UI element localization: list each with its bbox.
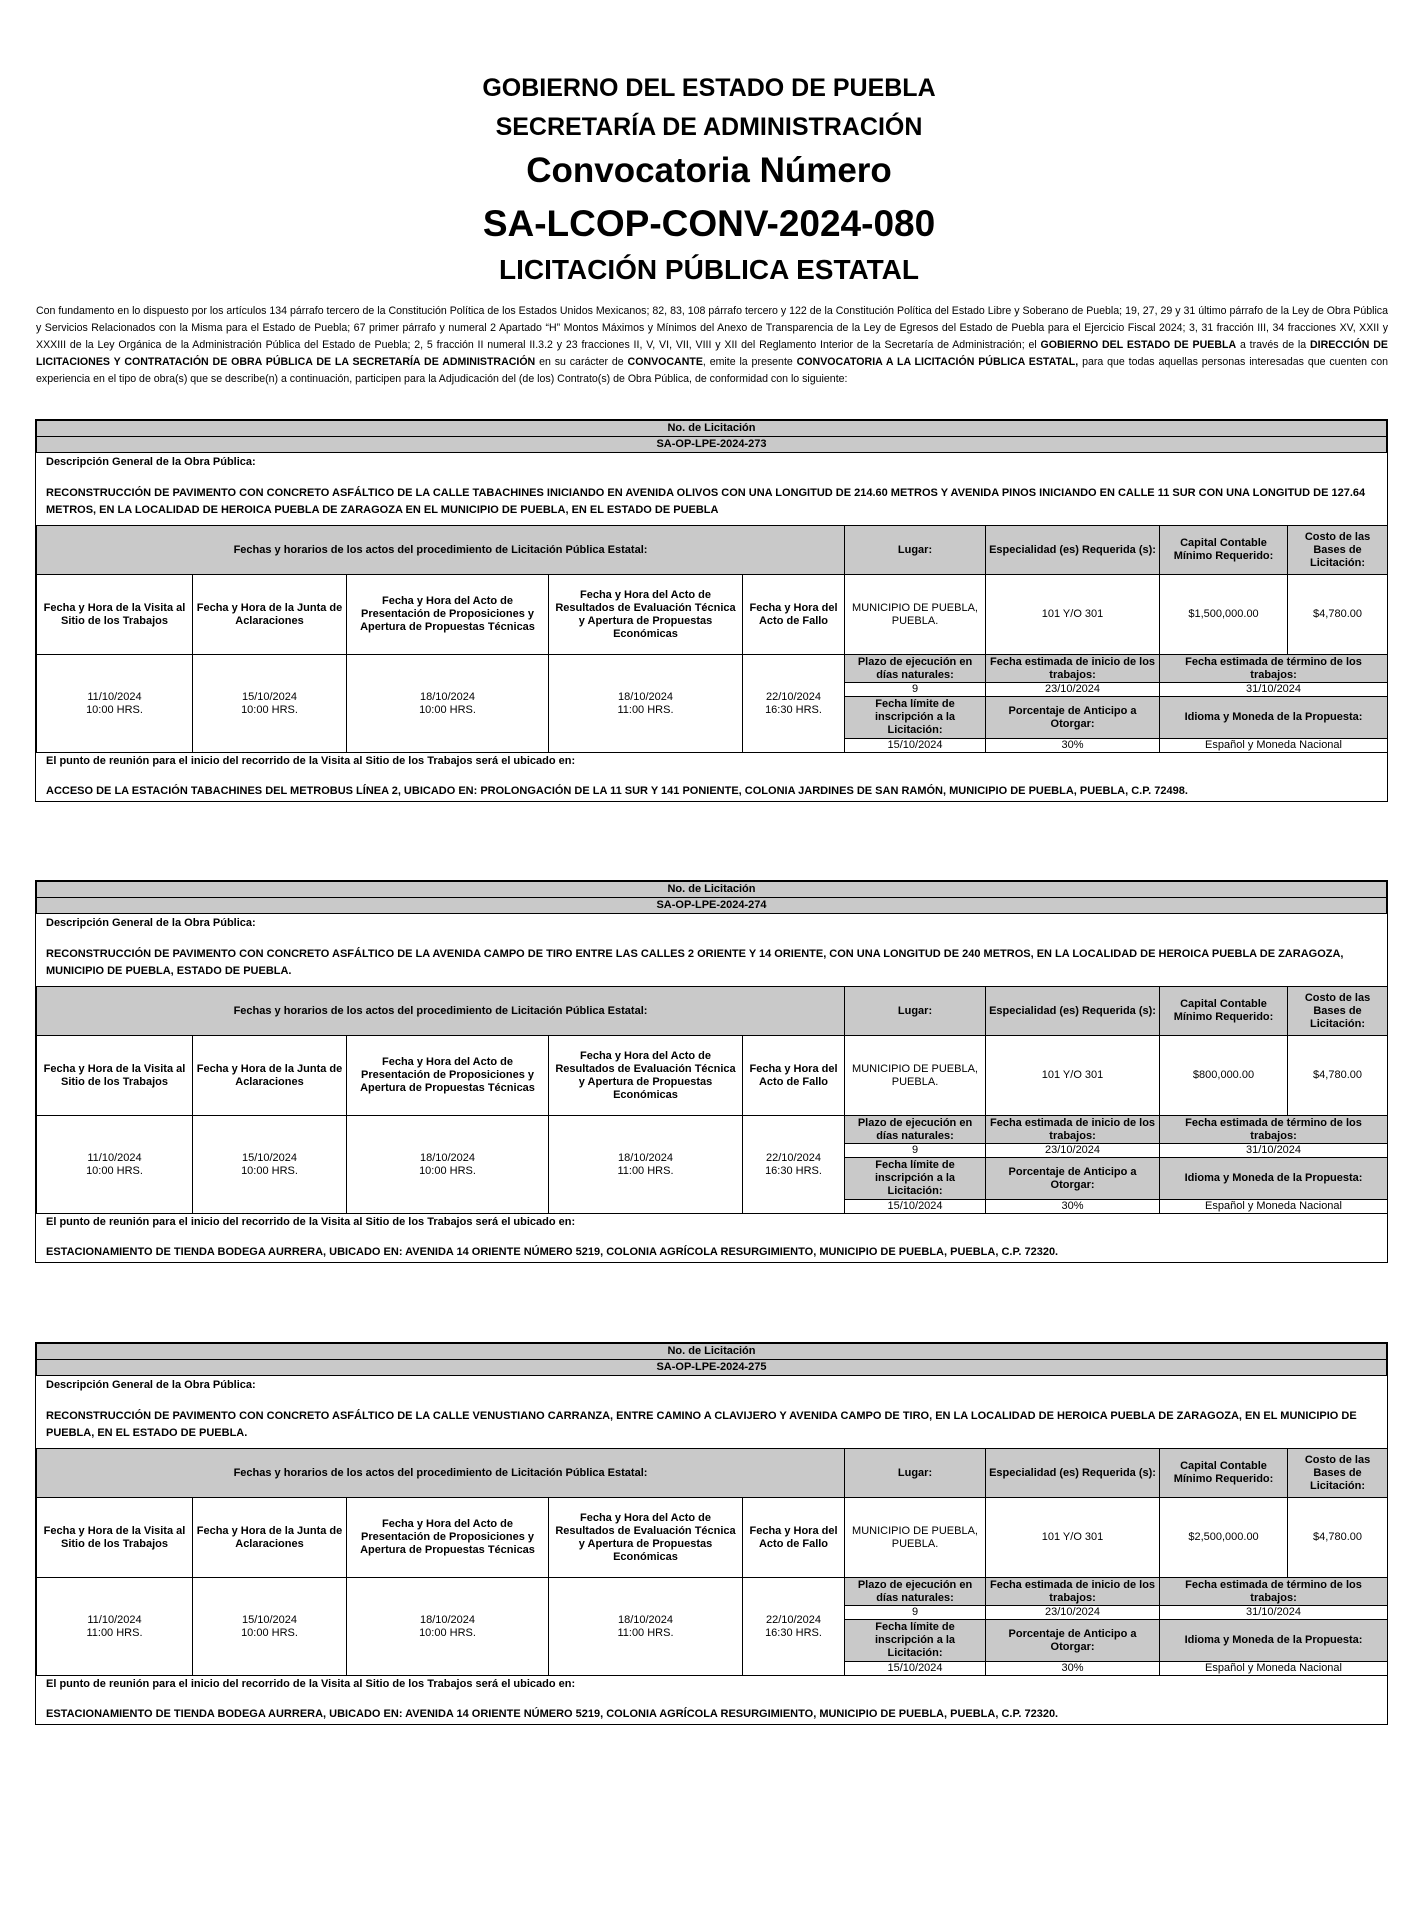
col-fallo-header: Fecha y Hora del Acto de Fallo [743, 575, 845, 655]
idioma-header: Idioma y Moneda de la Propuesta: [1160, 1158, 1388, 1200]
idioma-value: Español y Moneda Nacional [1160, 1662, 1388, 1676]
capital-header: Capital Contable Mínimo Requerido: [1160, 1449, 1288, 1498]
fechas-header: Fechas y horarios de los actos del procedimiento de Licitación Pública Estatal: [37, 526, 845, 575]
intro-text-1: Con fundamento en lo dispuesto por los artículos 134 párrafo tercero de la Constitución Política de los Estados Unidos Mexicanos; 82, 83, 108 párrafo tercero y 122 de la Constitución Política del Estado Libre y Soberano de Puebla; 19, 27, 29 y 31 último párrafo de la Ley de Obra Pública y Servicios Relacionados con la Misma para el Estado de Puebla; 67 primer párrafo y numeral 2 Apartado “H” Montos Máximos y Mínimos del Anexo de Transparencia de la Ley de Egresos del Estado de Puebla para el Ejercicio Fiscal 2024; 3, 31 fracción III, 34 fracciones XV, XXII y XXXIII de la Ley Orgánica de la Administración Pública del Estado de Puebla; 2, 5 fracción II numeral II.3.2 y 23 fracciones II, V, VI, VII, VIII y XII del Reglamento Interior de la Secretaría de Administración; el [36, 305, 1388, 351]
fallo-cell [743, 1116, 845, 1214]
junta-hora: 10:00 HRS. [241, 1164, 298, 1177]
capital-header: Capital Contable Mínimo Requerido: [1160, 526, 1288, 575]
intro-text-2: a través de la [1236, 339, 1310, 351]
idioma-header: Idioma y Moneda de la Propuesta: [1160, 1620, 1388, 1662]
presentacion-hora: 10:00 HRS. [419, 703, 476, 716]
meeting-point-block [36, 1214, 1387, 1262]
lugar-header: Lugar: [845, 987, 986, 1036]
licitacion-block-3 [35, 1342, 1388, 1725]
col-presentacion-header: Fecha y Hora del Acto de Presentación de Proposiciones y Apertura de Propuestas Técnicas [347, 1036, 549, 1116]
meeting-point-label: El punto de reunión para el inicio del recorrido de la Visita al Sitio de los Trabajos será el ubicado en: [46, 1678, 576, 1690]
junta-hora: 10:00 HRS. [241, 1626, 298, 1639]
plazo-value: 9 [845, 1606, 986, 1620]
no-licitacion-label: No. de Licitación [37, 1344, 1387, 1360]
especialidad-header: Especialidad (es) Requerida (s): [986, 987, 1160, 1036]
fecha-inicio-value: 23/10/2024 [986, 1144, 1160, 1158]
costo-value: $4,780.00 [1288, 1498, 1388, 1578]
visita-fecha: 11/10/2024 [87, 1613, 142, 1626]
intro-bold-4: CONVOCATORIA A LA LICITACIÓN PÚBLICA ESTATAL, [796, 356, 1079, 368]
intro-text-3: en su carácter de [535, 356, 628, 368]
presentacion-cell [347, 1116, 549, 1214]
intro-text-5: para que todas aquellas personas interesadas que cuenten con experiencia en el tipo de obra(s) que se describe(n) a continuación, participen para la Adjudicación del (de los) Contrato(s) de Obra Pública, de conformidad con lo siguiente: [36, 356, 1389, 385]
lugar-header: Lugar: [845, 1449, 986, 1498]
resultados-cell [549, 655, 743, 753]
meeting-point-label: El punto de reunión para el inicio del recorrido de la Visita al Sitio de los Trabajos será el ubicado en: [46, 755, 576, 767]
capital-value: $800,000.00 [1160, 1036, 1288, 1116]
junta-hora: 10:00 HRS. [241, 703, 298, 716]
presentacion-cell [347, 1578, 549, 1676]
licitacion-block-1 [35, 419, 1388, 802]
presentacion-hora: 10:00 HRS. [419, 1164, 476, 1177]
licitacion-number-table [36, 1343, 1387, 1376]
intro-paragraph [36, 303, 1388, 388]
plazo-value: 9 [845, 1144, 986, 1158]
anticipo-value: 30% [986, 1200, 1160, 1214]
fecha-limite-header: Fecha límite de inscripción a la Licitación: [845, 1620, 986, 1662]
col-resultados-header: Fecha y Hora del Acto de Resultados de Evaluación Técnica y Apertura de Propuestas Económicas [549, 1498, 743, 1578]
fallo-fecha: 22/10/2024 [765, 1151, 822, 1164]
visita-hora: 10:00 HRS. [86, 1164, 143, 1177]
fecha-limite-header: Fecha límite de inscripción a la Licitación: [845, 697, 986, 739]
costo-value: $4,780.00 [1288, 575, 1388, 655]
description-text: RECONSTRUCCIÓN DE PAVIMENTO CON CONCRETO ASFÁLTICO DE LA AVENIDA CAMPO DE TIRO ENTRE LAS CALLES 2 ORIENTE Y 14 ORIENTE, CON UNA LONGITUD DE 240 METROS, EN LA LOCALIDAD DE HEROICA PUEBLA DE ZARAGOZA, MUNICIPIO DE PUEBLA, ESTADO DE PUEBLA. [46, 948, 1344, 977]
no-licitacion-value: SA-OP-LPE-2024-273 [37, 437, 1387, 453]
visita-fecha: 11/10/2024 [87, 690, 142, 703]
costo-header: Costo de las Bases de Licitación: [1288, 987, 1388, 1036]
junta-cell [193, 655, 347, 753]
presentacion-hora: 10:00 HRS. [419, 1626, 476, 1639]
fecha-termino-value: 31/10/2024 [1160, 1606, 1388, 1620]
col-fallo-header: Fecha y Hora del Acto de Fallo [743, 1498, 845, 1578]
resultados-fecha: 18/10/2024 [617, 1151, 674, 1164]
meeting-point-location: ESTACIONAMIENTO DE TIENDA BODEGA AURRERA, UBICADO EN: AVENIDA 14 ORIENTE NÚMERO 5219, COLONIA AGRÍCOLA RESURGIMIENTO, MUNICIPIO DE PUEBLA, PUEBLA, C.P. 72320. [46, 1708, 1059, 1720]
description-label: Descripción General de la Obra Pública: [46, 917, 256, 929]
header-licitacion-type: LICITACIÓN PÚBLICA ESTATAL [499, 254, 919, 285]
col-resultados-header: Fecha y Hora del Acto de Resultados de Evaluación Técnica y Apertura de Propuestas Económicas [549, 1036, 743, 1116]
fecha-limite-value: 15/10/2024 [845, 1662, 986, 1676]
description-label: Descripción General de la Obra Pública: [46, 456, 256, 468]
anticipo-value: 30% [986, 1662, 1160, 1676]
fallo-fecha: 22/10/2024 [765, 690, 822, 703]
plazo-header: Plazo de ejecución en días naturales: [845, 1578, 986, 1606]
costo-header: Costo de las Bases de Licitación: [1288, 1449, 1388, 1498]
anticipo-header: Porcentaje de Anticipo a Otorgar: [986, 1158, 1160, 1200]
fecha-termino-header: Fecha estimada de término de los trabajos: [1160, 1116, 1388, 1144]
plazo-value: 9 [845, 683, 986, 697]
intro-text-4: , emite la presente [702, 356, 797, 368]
no-licitacion-value: SA-OP-LPE-2024-274 [37, 898, 1387, 914]
schedule-table [36, 1448, 1388, 1676]
fallo-hora: 16:30 HRS. [765, 1164, 822, 1177]
description-block [36, 453, 1387, 525]
costo-header: Costo de las Bases de Licitación: [1288, 526, 1388, 575]
lugar-header: Lugar: [845, 526, 986, 575]
fecha-termino-value: 31/10/2024 [1160, 1144, 1388, 1158]
junta-fecha: 15/10/2024 [241, 690, 298, 703]
description-text: RECONSTRUCCIÓN DE PAVIMENTO CON CONCRETO ASFÁLTICO DE LA CALLE TABACHINES INICIANDO EN AVENIDA OLIVOS CON UNA LONGITUD DE 214.60 METROS Y AVENIDA PINOS INICIANDO EN CALLE 11 SUR CON UNA LONGITUD DE 127.64 METROS, EN LA LOCALIDAD DE HEROICA PUEBLA DE ZARAGOZA EN EL MUNICIPIO DE PUEBLA, EN EL ESTADO DE PUEBLA [46, 487, 1366, 516]
especialidad-value: 101 Y/O 301 [986, 575, 1160, 655]
col-fallo-header: Fecha y Hora del Acto de Fallo [743, 1036, 845, 1116]
presentacion-fecha: 18/10/2024 [419, 1613, 476, 1626]
meeting-point-label: El punto de reunión para el inicio del recorrido de la Visita al Sitio de los Trabajos será el ubicado en: [46, 1216, 576, 1228]
header-secretaria: SECRETARÍA DE ADMINISTRACIÓN [495, 113, 923, 141]
schedule-table [36, 525, 1388, 753]
resultados-hora: 11:00 HRS. [617, 703, 674, 716]
especialidad-header: Especialidad (es) Requerida (s): [986, 1449, 1160, 1498]
col-presentacion-header: Fecha y Hora del Acto de Presentación de Proposiciones y Apertura de Propuestas Técnicas [347, 1498, 549, 1578]
costo-value: $4,780.00 [1288, 1036, 1388, 1116]
junta-fecha: 15/10/2024 [241, 1151, 298, 1164]
fecha-inicio-header: Fecha estimada de inicio de los trabajos: [986, 1578, 1160, 1606]
plazo-header: Plazo de ejecución en días naturales: [845, 655, 986, 683]
meeting-point-block [36, 1676, 1387, 1724]
no-licitacion-label: No. de Licitación [37, 882, 1387, 898]
fecha-limite-value: 15/10/2024 [845, 1200, 986, 1214]
fallo-cell [743, 1578, 845, 1676]
fecha-termino-header: Fecha estimada de término de los trabajos: [1160, 655, 1388, 683]
description-block [36, 1376, 1387, 1448]
fallo-cell [743, 655, 845, 753]
fecha-termino-header: Fecha estimada de término de los trabajos: [1160, 1578, 1388, 1606]
visita-hora: 11:00 HRS. [86, 1626, 143, 1639]
visita-hora: 10:00 HRS. [86, 703, 143, 716]
schedule-table [36, 986, 1388, 1214]
junta-cell [193, 1578, 347, 1676]
resultados-hora: 11:00 HRS. [617, 1626, 674, 1639]
description-label: Descripción General de la Obra Pública: [46, 1379, 256, 1391]
lugar-value: MUNICIPIO DE PUEBLA, PUEBLA. [845, 575, 986, 655]
junta-cell [193, 1116, 347, 1214]
visita-cell [37, 1578, 193, 1676]
header-government: GOBIERNO DEL ESTADO DE PUEBLA [482, 74, 936, 102]
meeting-point-location: ESTACIONAMIENTO DE TIENDA BODEGA AURRERA, UBICADO EN: AVENIDA 14 ORIENTE NÚMERO 5219, COLONIA AGRÍCOLA RESURGIMIENTO, MUNICIPIO DE PUEBLA, PUEBLA, C.P. 72320. [46, 1246, 1059, 1258]
visita-cell [37, 1116, 193, 1214]
fecha-limite-header: Fecha límite de inscripción a la Licitación: [845, 1158, 986, 1200]
fecha-inicio-header: Fecha estimada de inicio de los trabajos: [986, 1116, 1160, 1144]
col-visita-header: Fecha y Hora de la Visita al Sitio de los Trabajos [37, 575, 193, 655]
idioma-value: Español y Moneda Nacional [1160, 739, 1388, 753]
col-visita-header: Fecha y Hora de la Visita al Sitio de los Trabajos [37, 1498, 193, 1578]
fallo-fecha: 22/10/2024 [765, 1613, 822, 1626]
fechas-header: Fechas y horarios de los actos del procedimiento de Licitación Pública Estatal: [37, 1449, 845, 1498]
header-convocatoria-label: Convocatoria Número [526, 151, 892, 190]
resultados-fecha: 18/10/2024 [617, 690, 674, 703]
lugar-value: MUNICIPIO DE PUEBLA, PUEBLA. [845, 1498, 986, 1578]
visita-fecha: 11/10/2024 [87, 1151, 142, 1164]
anticipo-header: Porcentaje de Anticipo a Otorgar: [986, 1620, 1160, 1662]
fecha-inicio-header: Fecha estimada de inicio de los trabajos: [986, 655, 1160, 683]
col-junta-header: Fecha y Hora de la Junta de Aclaraciones [193, 575, 347, 655]
resultados-cell [549, 1578, 743, 1676]
presentacion-cell [347, 655, 549, 753]
capital-value: $1,500,000.00 [1160, 575, 1288, 655]
idioma-header: Idioma y Moneda de la Propuesta: [1160, 697, 1388, 739]
intro-bold-1: GOBIERNO DEL ESTADO DE PUEBLA [1040, 339, 1237, 351]
plazo-header: Plazo de ejecución en días naturales: [845, 1116, 986, 1144]
resultados-cell [549, 1116, 743, 1214]
header-convocatoria-number: SA-LCOP-CONV-2024-080 [482, 203, 936, 244]
fecha-inicio-value: 23/10/2024 [986, 1606, 1160, 1620]
especialidad-value: 101 Y/O 301 [986, 1036, 1160, 1116]
licitacion-block-2 [35, 880, 1388, 1263]
col-junta-header: Fecha y Hora de la Junta de Aclaraciones [193, 1498, 347, 1578]
presentacion-fecha: 18/10/2024 [419, 690, 476, 703]
especialidad-header: Especialidad (es) Requerida (s): [986, 526, 1160, 575]
col-presentacion-header: Fecha y Hora del Acto de Presentación de Proposiciones y Apertura de Propuestas Técnicas [347, 575, 549, 655]
capital-header: Capital Contable Mínimo Requerido: [1160, 987, 1288, 1036]
resultados-fecha: 18/10/2024 [617, 1613, 674, 1626]
no-licitacion-value: SA-OP-LPE-2024-275 [37, 1360, 1387, 1376]
no-licitacion-label: No. de Licitación [37, 421, 1387, 437]
intro-bold-2: DIRECCIÓN DE LICITACIONES Y CONTRATACIÓN DE OBRA PÚBLICA DE LA SECRETARÍA DE ADMINISTRACIÓN [36, 339, 1388, 368]
col-junta-header: Fecha y Hora de la Junta de Aclaraciones [193, 1036, 347, 1116]
junta-fecha: 15/10/2024 [241, 1613, 298, 1626]
col-visita-header: Fecha y Hora de la Visita al Sitio de los Trabajos [37, 1036, 193, 1116]
fecha-inicio-value: 23/10/2024 [986, 683, 1160, 697]
meeting-point-block [36, 753, 1387, 801]
description-block [36, 914, 1387, 986]
anticipo-header: Porcentaje de Anticipo a Otorgar: [986, 697, 1160, 739]
resultados-hora: 11:00 HRS. [617, 1164, 674, 1177]
fallo-hora: 16:30 HRS. [765, 1626, 822, 1639]
meeting-point-location: ACCESO DE LA ESTACIÓN TABACHINES DEL METROBUS LÍNEA 2, UBICADO EN: PROLONGACIÓN DE LA 11 SUR Y 141 PONIENTE, COLONIA JARDINES DE SAN RAMÓN, MUNICIPIO DE PUEBLA, PUEBLA, C.P. 72498. [46, 785, 1188, 797]
description-text: RECONSTRUCCIÓN DE PAVIMENTO CON CONCRETO ASFÁLTICO DE LA CALLE VENUSTIANO CARRANZA, ENTRE CAMINO A CLAVIJERO Y AVENIDA CAMPO DE TIRO, EN LA LOCALIDAD DE HEROICA PUEBLA DE ZARAGOZA, EN EL MUNICIPIO DE PUEBLA, EN EL ESTADO DE PUEBLA. [46, 1410, 1357, 1439]
presentacion-fecha: 18/10/2024 [419, 1151, 476, 1164]
idioma-value: Español y Moneda Nacional [1160, 1200, 1388, 1214]
col-resultados-header: Fecha y Hora del Acto de Resultados de Evaluación Técnica y Apertura de Propuestas Económicas [549, 575, 743, 655]
licitacion-number-table [36, 420, 1387, 453]
anticipo-value: 30% [986, 739, 1160, 753]
intro-bold-3: CONVOCANTE [627, 356, 703, 368]
capital-value: $2,500,000.00 [1160, 1498, 1288, 1578]
fecha-termino-value: 31/10/2024 [1160, 683, 1388, 697]
fallo-hora: 16:30 HRS. [765, 703, 822, 716]
visita-cell [37, 655, 193, 753]
licitacion-number-table [36, 881, 1387, 914]
fecha-limite-value: 15/10/2024 [845, 739, 986, 753]
fechas-header: Fechas y horarios de los actos del procedimiento de Licitación Pública Estatal: [37, 987, 845, 1036]
especialidad-value: 101 Y/O 301 [986, 1498, 1160, 1578]
lugar-value: MUNICIPIO DE PUEBLA, PUEBLA. [845, 1036, 986, 1116]
